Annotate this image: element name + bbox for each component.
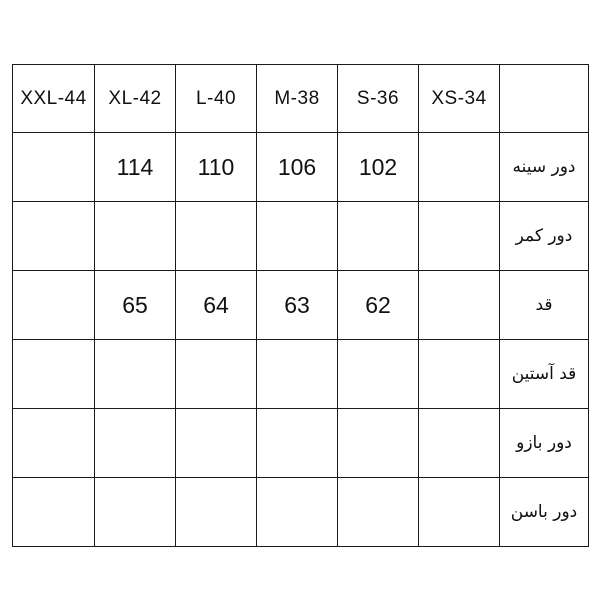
table-cell (338, 478, 419, 547)
table-cell (13, 202, 95, 271)
table-cell (13, 340, 95, 409)
table-cell (338, 202, 419, 271)
size-header-s: S-36 (338, 65, 419, 133)
size-header-l: L-40 (176, 65, 257, 133)
table-cell (419, 271, 500, 340)
table-cell: 102 (338, 133, 419, 202)
table-row (13, 409, 589, 478)
row-label-chest: دور سینه (500, 133, 589, 202)
table-cell (419, 409, 500, 478)
table-cell (13, 271, 95, 340)
table-cell (176, 202, 257, 271)
table-row (13, 340, 589, 409)
table-cell (257, 409, 338, 478)
size-header-xs: XS-34 (419, 65, 500, 133)
table-cell (176, 340, 257, 409)
table-cell (13, 478, 95, 547)
size-header-xl: XL-42 (95, 65, 176, 133)
table-cell (257, 478, 338, 547)
row-label-waist: دور کمر (500, 202, 589, 271)
table-row (13, 133, 589, 202)
table-cell (95, 340, 176, 409)
row-label-arm: دور بازو (500, 409, 589, 478)
row-label-hip: دور باسن (500, 478, 589, 547)
table-cell: 63 (257, 271, 338, 340)
table-cell (419, 202, 500, 271)
table-row (13, 202, 589, 271)
corner-cell (500, 65, 589, 133)
table-cell (95, 409, 176, 478)
row-label-sleeve-length: قد آستین (500, 340, 589, 409)
size-header-xxl: XXL-44 (13, 65, 95, 133)
table-cell (176, 409, 257, 478)
size-table (12, 64, 589, 547)
table-cell (13, 133, 95, 202)
table-cell (13, 409, 95, 478)
table-cell: 64 (176, 271, 257, 340)
table-cell (419, 478, 500, 547)
table-cell: 62 (338, 271, 419, 340)
table-cell (419, 340, 500, 409)
table-cell (95, 202, 176, 271)
table-cell (257, 202, 338, 271)
table-cell (257, 340, 338, 409)
size-header-m: M-38 (257, 65, 338, 133)
table-cell: 110 (176, 133, 257, 202)
table-cell (419, 133, 500, 202)
table-cell: 65 (95, 271, 176, 340)
table-row (13, 478, 589, 547)
table-cell: 114 (95, 133, 176, 202)
table-cell (338, 340, 419, 409)
table-cell (176, 478, 257, 547)
header-row (13, 65, 589, 133)
table-cell (95, 478, 176, 547)
table-row (13, 271, 589, 340)
table-cell (338, 409, 419, 478)
table-cell: 106 (257, 133, 338, 202)
row-label-length: قد (500, 271, 589, 340)
